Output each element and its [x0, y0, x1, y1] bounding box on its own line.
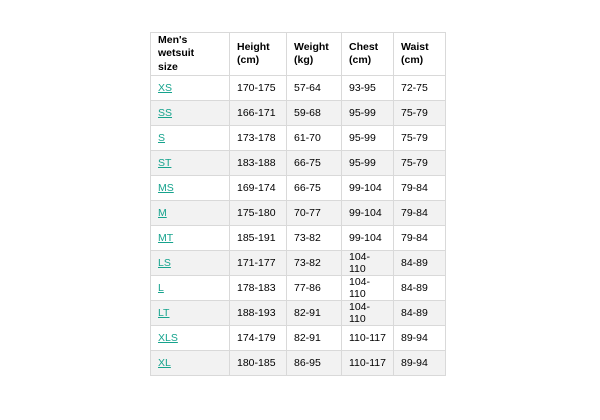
table-row: [151, 176, 446, 201]
size-cell: [151, 226, 230, 251]
chest-cell: 104-110: [342, 251, 394, 276]
header-waist-line1: Waist: [401, 40, 429, 53]
chest-cell: 104-110: [342, 301, 394, 326]
waist-cell: 79-84: [394, 176, 446, 201]
waist-cell: 79-84: [394, 201, 446, 226]
weight-cell: 66-75: [287, 151, 342, 176]
waist-cell: 75-79: [394, 151, 446, 176]
height-cell: 178-183: [230, 276, 287, 301]
weight-cell: 61-70: [287, 126, 342, 151]
header-size-line1: Men's wetsuit: [158, 34, 195, 60]
table-row: [151, 151, 446, 176]
height-cell: 175-180: [230, 201, 287, 226]
table-row: [151, 251, 446, 276]
weight-cell: 70-77: [287, 201, 342, 226]
chest-cell: 110-117: [342, 326, 394, 351]
size-link-m[interactable]: M: [158, 207, 167, 219]
size-link-mt[interactable]: MT: [158, 232, 174, 244]
chest-cell: 99-104: [342, 201, 394, 226]
size-link-xls[interactable]: XLS: [158, 332, 178, 344]
table-row: [151, 276, 446, 301]
waist-cell: 72-75: [394, 76, 446, 101]
size-link-ls[interactable]: LS: [158, 257, 171, 269]
chest-cell: 104-110: [342, 276, 394, 301]
header-size: [151, 33, 230, 76]
wetsuit-size-chart: [150, 32, 446, 376]
waist-cell: 75-79: [394, 126, 446, 151]
header-height-line1: Height: [237, 40, 270, 53]
table-row: [151, 351, 446, 376]
chest-cell: 99-104: [342, 226, 394, 251]
header-height: [230, 33, 287, 76]
height-cell: 185-191: [230, 226, 287, 251]
height-cell: 166-171: [230, 101, 287, 126]
size-chart-body: [151, 76, 446, 376]
header-chest: [342, 33, 394, 76]
size-cell: [151, 276, 230, 301]
size-link-lt[interactable]: LT: [158, 307, 170, 319]
weight-cell: 59-68: [287, 101, 342, 126]
table-row: [151, 326, 446, 351]
size-cell: [151, 326, 230, 351]
height-cell: 171-177: [230, 251, 287, 276]
height-cell: 173-178: [230, 126, 287, 151]
chest-cell: 93-95: [342, 76, 394, 101]
height-cell: 180-185: [230, 351, 287, 376]
waist-cell: 84-89: [394, 301, 446, 326]
size-link-s[interactable]: S: [158, 132, 166, 144]
size-cell: [151, 201, 230, 226]
size-cell: [151, 151, 230, 176]
waist-cell: 84-89: [394, 251, 446, 276]
chest-cell: 95-99: [342, 126, 394, 151]
header-waist-line2: (cm): [401, 54, 424, 66]
table-row: [151, 101, 446, 126]
size-chart-header: [151, 33, 446, 76]
size-cell: [151, 301, 230, 326]
waist-cell: 75-79: [394, 101, 446, 126]
weight-cell: 73-82: [287, 251, 342, 276]
size-cell: [151, 101, 230, 126]
weight-cell: 66-75: [287, 176, 342, 201]
table-row: [151, 76, 446, 101]
header-size-line2: size: [158, 60, 178, 73]
size-link-l[interactable]: L: [158, 282, 164, 294]
size-link-ms[interactable]: MS: [158, 182, 174, 194]
waist-cell: 79-84: [394, 226, 446, 251]
weight-cell: 82-91: [287, 301, 342, 326]
height-cell: 183-188: [230, 151, 287, 176]
size-link-xs[interactable]: XS: [158, 82, 173, 94]
header-weight-line1: Weight: [294, 40, 329, 53]
header-height-line2: (cm): [237, 54, 260, 66]
table-row: [151, 226, 446, 251]
height-cell: 169-174: [230, 176, 287, 201]
table-row: [151, 301, 446, 326]
size-link-xl[interactable]: XL: [158, 357, 171, 369]
header-chest-line1: Chest: [349, 40, 379, 53]
header-waist: [394, 33, 446, 76]
header-row: [151, 33, 446, 76]
height-cell: 188-193: [230, 301, 287, 326]
waist-cell: 89-94: [394, 326, 446, 351]
weight-cell: 73-82: [287, 226, 342, 251]
table-row: [151, 126, 446, 151]
size-cell: [151, 251, 230, 276]
waist-cell: 84-89: [394, 276, 446, 301]
size-link-st[interactable]: ST: [158, 157, 172, 169]
chest-cell: 99-104: [342, 176, 394, 201]
chest-cell: 95-99: [342, 151, 394, 176]
header-weight-line2: (kg): [294, 54, 314, 66]
weight-cell: 77-86: [287, 276, 342, 301]
chest-cell: 110-117: [342, 351, 394, 376]
weight-cell: 82-91: [287, 326, 342, 351]
chest-cell: 95-99: [342, 101, 394, 126]
table-row: [151, 201, 446, 226]
height-cell: 174-179: [230, 326, 287, 351]
header-weight: [287, 33, 342, 76]
waist-cell: 89-94: [394, 351, 446, 376]
weight-cell: 86-95: [287, 351, 342, 376]
size-cell: [151, 76, 230, 101]
weight-cell: 57-64: [287, 76, 342, 101]
size-cell: [151, 126, 230, 151]
height-cell: 170-175: [230, 76, 287, 101]
size-cell: [151, 176, 230, 201]
size-cell: [151, 351, 230, 376]
size-link-ss[interactable]: SS: [158, 107, 173, 119]
header-chest-line2: (cm): [349, 54, 372, 66]
